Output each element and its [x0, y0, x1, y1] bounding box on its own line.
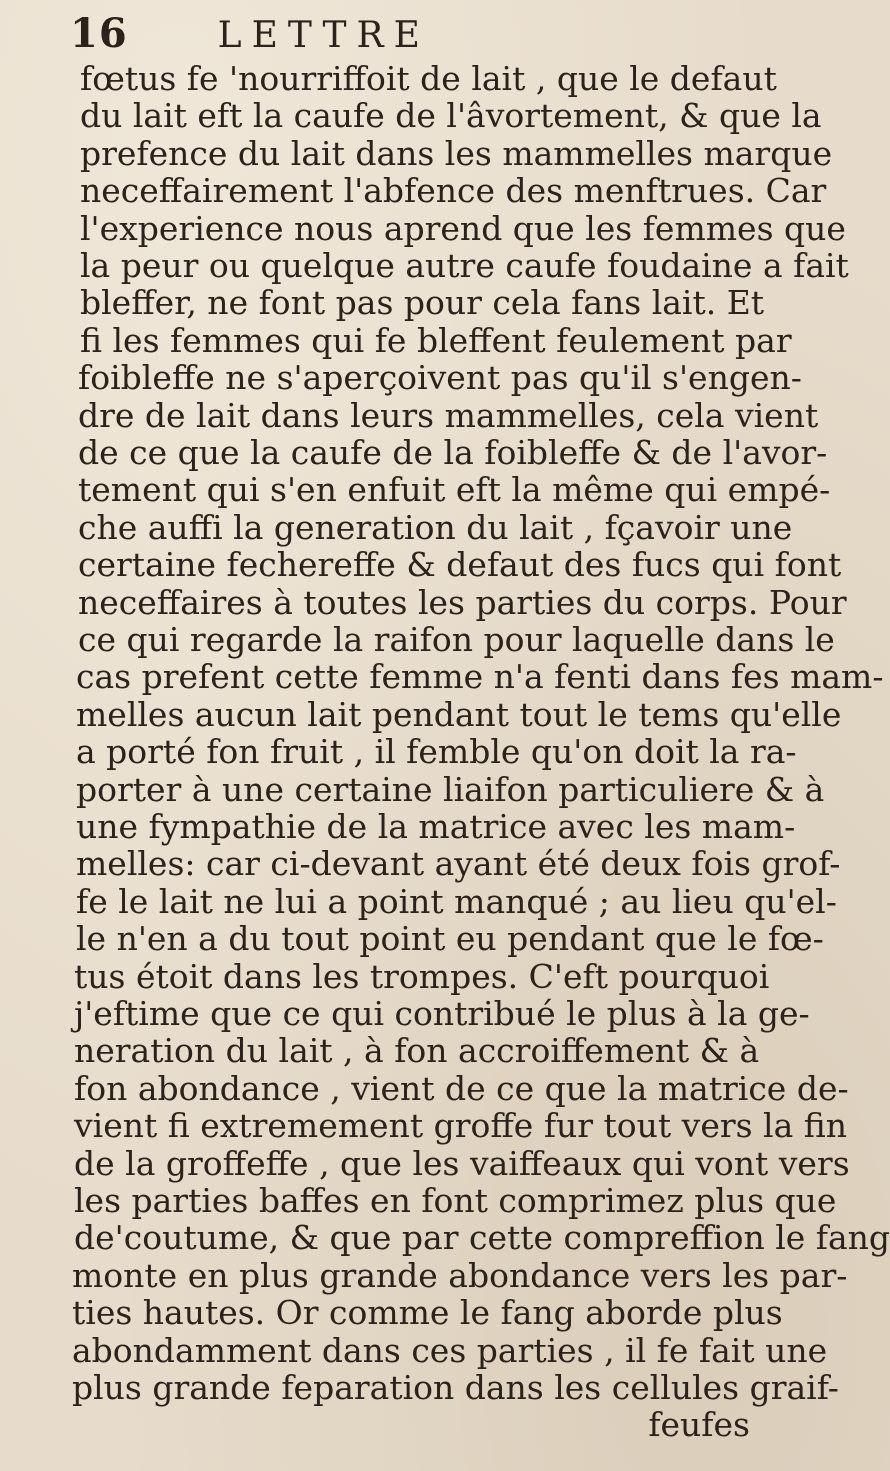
text-line: neceffairement l'abfence des menftrues. Car: [80, 171, 827, 211]
text-line: dre de lait dans leurs mammelles, cela vient: [78, 395, 819, 435]
text-line: le n'en a du tout point eu pendant que le fœ-: [76, 919, 824, 959]
text-line: les parties baffes en font comprimez plus que: [74, 1181, 837, 1220]
text-line: fi les femmes qui fe bleffent feulement par: [80, 320, 792, 360]
text-line: une fympathie de la matrice avec les mam-: [76, 807, 796, 846]
text-line: monte en plus grande abondance vers les par-: [72, 1255, 848, 1295]
text-line: vient fi extremement groffe fur tout vers la fin: [74, 1106, 848, 1146]
text-line: bleffer, ne font pas pour cela fans lait. Et: [80, 283, 765, 323]
catchword: feufes: [648, 1405, 750, 1445]
text-line: melles: car ci-devant ayant été deux fois grof-: [76, 844, 841, 884]
text-line: ties hautes. Or comme le fang aborde plus: [72, 1293, 783, 1333]
page-header: [70, 6, 770, 62]
text-line: neceffaires à toutes les parties du corps. Pour: [78, 582, 847, 622]
text-line: foibleffe ne s'aperçoivent pas qu'il s'engen-: [78, 358, 802, 398]
running-head: LETTRE: [217, 15, 430, 56]
text-line: cas prefent cette femme n'a fenti dans fes mam-: [76, 657, 884, 697]
text-line: che auffi la generation du lait , fçavoir une: [78, 507, 793, 547]
text-line: fe le lait ne lui a point manqué ; au lieu qu'el-: [76, 881, 837, 921]
text-line: la peur ou quelque autre caufe foudaine a fait: [80, 246, 849, 285]
text-line: de ce que la caufe de la foibleffe & de l'avor-: [78, 433, 828, 472]
text-line: fon abondance , vient de ce que la matrice de-: [74, 1068, 849, 1108]
text-line: du lait eft la caufe de l'âvortement, & que la: [80, 96, 822, 136]
page-number: 16: [70, 10, 128, 57]
text-line: certaine fechereffe & defaut des fucs qui font: [78, 545, 842, 585]
text-line: melles aucun lait pendant tout le tems qu'elle: [76, 694, 842, 734]
text-line: fœtus fe 'nourriffoit de lait , que le defaut: [80, 59, 777, 98]
text-line: de la groffeffe , que les vaiffeaux qui vont vers: [74, 1143, 850, 1183]
text-line: j'eftime que ce qui contribué le plus à la ge-: [74, 994, 810, 1033]
text-line: prefence du lait dans les mammelles marque: [80, 133, 833, 173]
text-line: plus grande feparation dans les cellules graif-: [72, 1368, 839, 1407]
text-line: tement qui s'en enfuit eft la même qui empé-: [78, 470, 831, 510]
text-line: neration du lait , à fon accroiffement & à: [74, 1031, 760, 1071]
text-line: de'coutume, & que par cette compreffion le fang: [74, 1218, 890, 1258]
text-line: abondamment dans ces parties , il fe fait une: [72, 1330, 828, 1370]
text-line: l'experience nous aprend que les femmes que: [80, 208, 846, 248]
text-line: ce qui regarde la raifon pour laquelle dans le: [78, 620, 835, 659]
text-line: a porté fon fruit , il femble qu'on doit la ra-: [76, 732, 797, 772]
text-line: porter à une certaine liaifon particuliere & à: [76, 769, 825, 809]
text-line: tus étoit dans les trompes. C'eft pourquoi: [74, 956, 770, 996]
